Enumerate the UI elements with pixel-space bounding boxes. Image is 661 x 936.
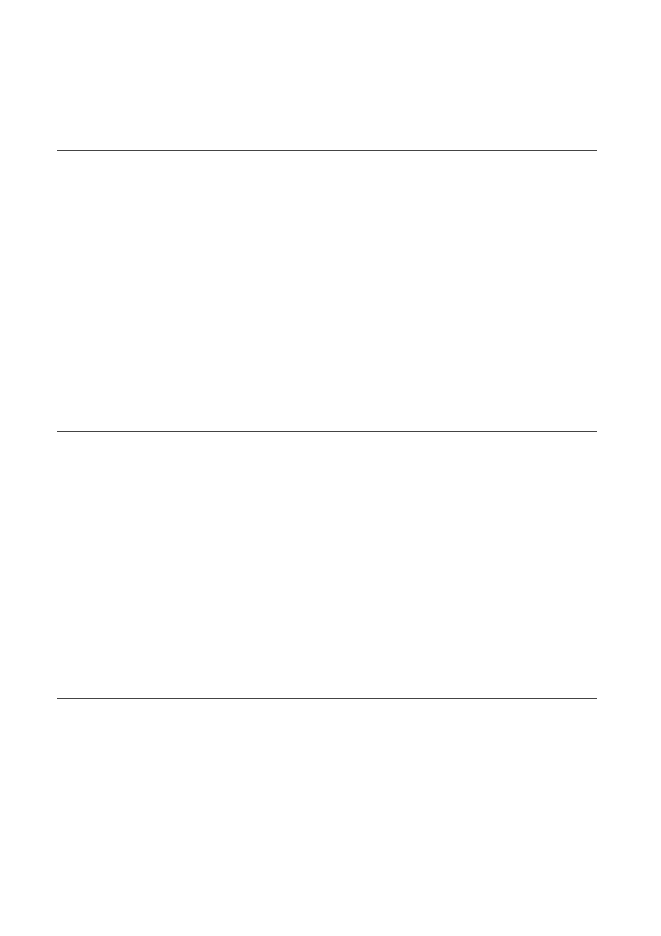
figure-note [75,703,91,714]
panel-top-rule [57,150,597,151]
chromatogram-upper-panel [0,160,661,430]
chromatogram-tic-panel [0,448,661,698]
panel-bottom-rule [57,698,597,699]
panel-middle-rule [57,431,597,432]
